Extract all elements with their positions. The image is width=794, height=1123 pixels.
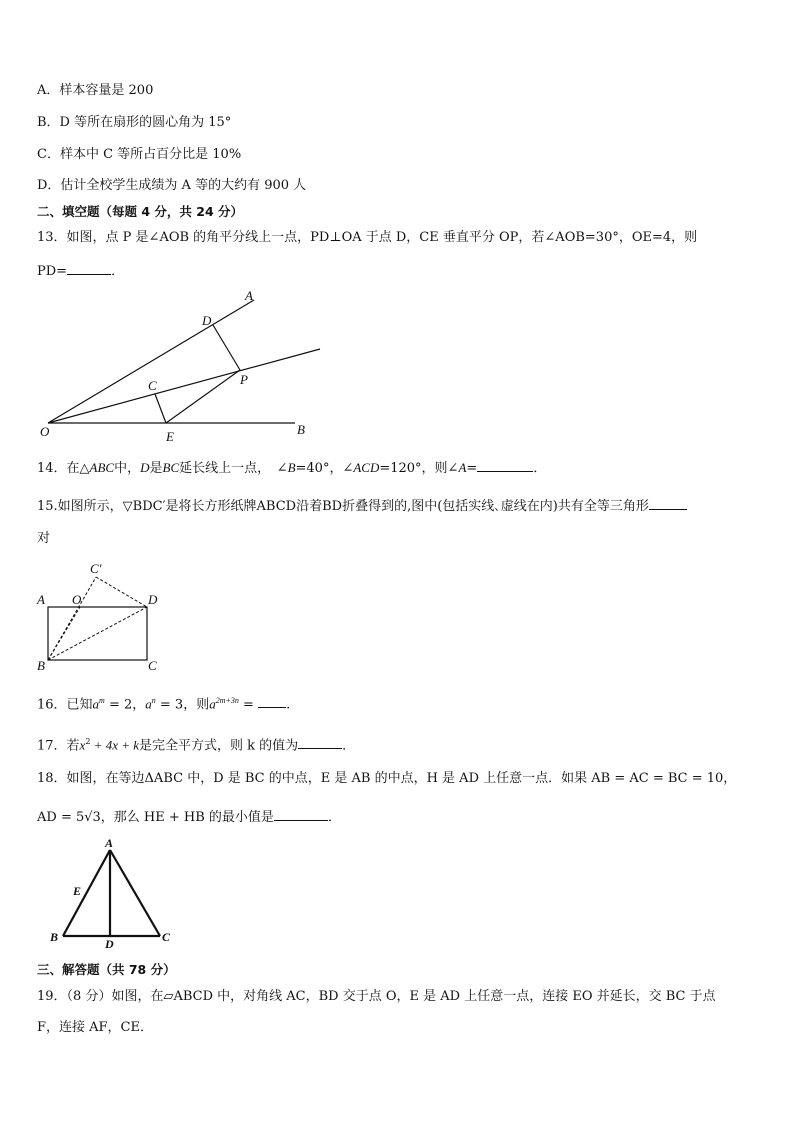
q14-point-d: D [140, 460, 150, 475]
q17-x: x [79, 737, 86, 753]
q17-suffix: ． [342, 738, 356, 754]
q16-exp-m: m [99, 696, 105, 705]
q14-text-3: 延长线上一点， ∠ [179, 461, 288, 476]
q13-label-p: P [240, 372, 248, 387]
q18-text: AD = 5√3，那么 HE + HB 的最小值是 [37, 810, 274, 825]
q17-prefix: 17．若 [37, 738, 80, 754]
option-b: B．D 等所在扇形的圆心角为 15° [37, 115, 232, 130]
q16-exp-combined: 2m+3n [215, 696, 239, 705]
q16-a2: a [145, 696, 152, 712]
q18-suffix: ． [327, 810, 341, 825]
q13-line1: 13．如图，点 P 是∠AOB 的角平分线上一点，PD⊥OA 于点 D，CE 垂直平分 OP，若∠AOB=30°，OE=4，则 [37, 230, 698, 245]
q13-label-a: A [245, 288, 253, 303]
q15-text: 15.如图所示，▽BDC′是将长方形纸牌ABCD沿着BD折叠得到的,图中(包括实线､虚线在内)共有全等三角形 [37, 499, 649, 514]
q16-a1: a [92, 696, 100, 712]
q15-label-c-prime: C′ [90, 561, 102, 576]
q14-text-5: =120°，则∠ [379, 461, 459, 476]
q18-label-b: B [50, 930, 59, 944]
q16-prefix: 16．已知 [37, 697, 93, 713]
section-2-title: 二、填空题（每题 4 分，共 24 分） [37, 204, 244, 219]
q16-eq2: = 3，则 [155, 697, 210, 713]
q14-text-6: = [466, 461, 478, 476]
q16-a3: a [209, 696, 216, 712]
q16-exp-n: n [151, 696, 156, 705]
q13-label-e: E [166, 429, 174, 444]
q17-exp: 2 [85, 737, 91, 746]
q14-triangle: △ABC [79, 460, 115, 475]
section-3-title: 三、解答题（共 78 分） [37, 962, 176, 977]
q13-answer-prefix: PD= [37, 264, 68, 279]
q14-angle-a: A [458, 460, 467, 475]
q17-text: 是完全平方式，则 k 的值为 [139, 738, 299, 754]
q18-label-e: E [73, 884, 82, 898]
q19-line1: 19．（8 分）如图，在▱ABCD 中，对角线 AC，BD 交于点 O，E 是 AD 上任意一点，连接 EO 并延长，交 BC 于点 [37, 989, 716, 1004]
q14-text-2: 是 [149, 461, 163, 476]
q15-line2: 对 [37, 531, 51, 546]
q16-suffix: . [286, 697, 291, 713]
q16-eq3: = [238, 697, 259, 713]
q14-text-4: =40°，∠ [295, 461, 354, 476]
q14-prefix: 14．在 [37, 461, 80, 476]
q13-label-d: D [202, 313, 212, 328]
option-c: C．样本中 C 等所占百分比是 10% [37, 147, 242, 162]
q15-label-o: O [72, 592, 82, 607]
q14-suffix: ． [533, 461, 547, 476]
option-d: D．估计全校学生成绩为 A 等的大约有 900 人 [37, 178, 307, 193]
q14-segment-bc: BC [162, 460, 180, 475]
q15-label-b: B [37, 658, 45, 673]
q18-label-c: C [162, 930, 171, 944]
q16-eq1: = 2， [104, 697, 146, 713]
q15-label-d: D [148, 592, 158, 607]
q13-answer-suffix: ． [111, 264, 125, 279]
q17-expr-rest: + 4x + k [90, 737, 140, 753]
q14-angle-acd: ACD [353, 460, 380, 475]
q19-line2: F，连接 AF，CE． [37, 1020, 153, 1035]
q18-label-a: A [105, 836, 114, 850]
q13-label-c: C [148, 378, 157, 393]
q13-label-b: B [297, 422, 305, 437]
q15-label-c: C [148, 658, 157, 673]
option-a: A．样本容量是 200 [37, 83, 154, 98]
q14-text-1: 中， [114, 461, 141, 476]
q13-label-o: O [40, 424, 50, 439]
q18-line1: 18．如图，在等边ΔABC 中，D 是 BC 的中点，E 是 AB 的中点，H 是 AD 上任意一点．如果 AB = AC = BC = 10， [37, 771, 737, 786]
q18-label-d: D [105, 937, 114, 951]
q14-angle-b: B [287, 460, 296, 475]
q15-label-a: A [37, 592, 45, 607]
